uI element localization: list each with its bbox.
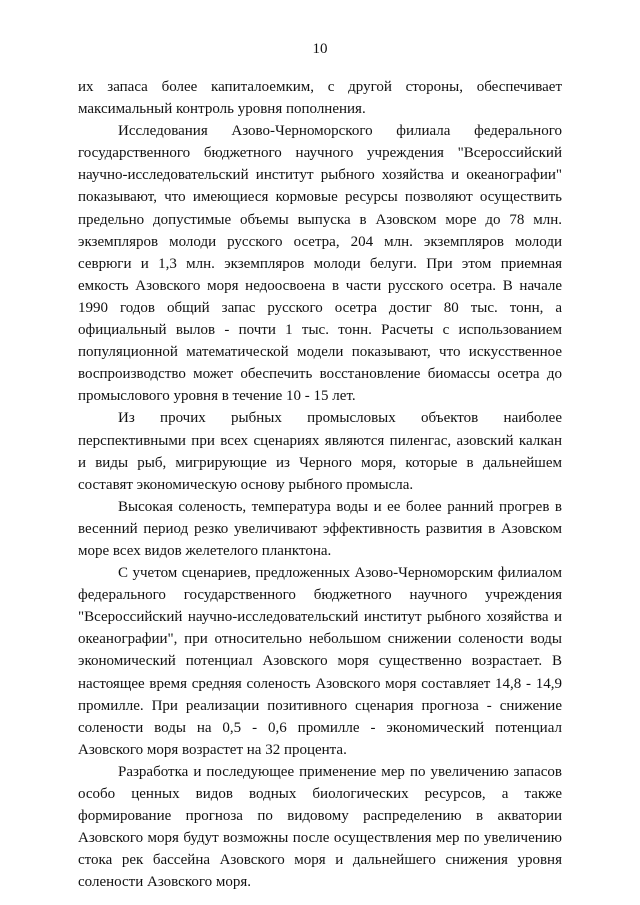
document-body [78,76,562,893]
paragraph-sturgeon-research: Исследования Азово-Черноморского филиала федерального государственного бюджетного научного учреждения "Всероссийский научно-исследовательский институт рыбного хозяйства и океанографии" показывают, что имеющиеся кормовые ресурсы позволяют осуществить предельно допустимые объемы выпуска в Азовском море до 78 млн. экземпляров молоди русского осетра, 204 млн. экземпляров молоди севрюги и 1,3 млн. экземпляров молоди белуги. При этом приемная емкость Азовского моря недоосвоена в части русского осетра. В начале 1990 годов общий запас русского осетра достиг 80 тыс. тонн, а официальный вылов - почти 1 тыс. тонн. Расчеты с использованием популяционной математической модели показывают, что искусственное воспроизводство может обеспечить восстановление биомассы осетра до промыслового уровня в течение 10 - 15 лет. [78,123,562,405]
paragraph-salinity-plankton: Высокая соленость, температура воды и ее более ранний прогрев в весенний период резко увеличивают эффективность развития в Азовском море всех видов желетелого планктона. [78,498,562,559]
paragraph-other-fish: Из прочих рыбных промысловых объектов наиболее перспективными при всех сценариях являются пиленгас, азовский калкан и виды рыб, мигрирующие из Черного моря, которые в дальнейшем составят экономическую основу рыбного промысла. [78,410,562,493]
page-number: 10 [312,41,328,57]
paragraph-continuation: их запаса более капиталоемким, с другой стороны, обеспечивает максимальный контроль уровня пополнения. [78,79,562,118]
paragraph-measures: Разработка и последующее применение мер по увеличению запасов особо ценных видов водных биологических ресурсов, а также формирование прогноза по видовому распределению в акватории Азовского моря будут возможны после осуществления мер по увеличению стока рек бассейна Азовского моря и дальнейшего снижения уровня солености Азовского моря. [78,763,562,891]
paragraph-scenarios: С учетом сценариев, предложенных Азово-Черноморским филиалом федерального государственного бюджетного научного учреждения "Всероссийский научно-исследовательский институт рыбного хозяйства и океанографии", при относительно небольшом снижении солености воды экономический потенциал Азовского моря существенно возрастает. В настоящее время средняя соленость Азовского моря составляет 14,8 - 14,9 промилле. При реализации позитивного сценария прогноза - снижение солености воды на 0,5 - 0,6 промилле - экономический потенциал Азовского моря возрастет на 32 процента. [78,565,562,758]
